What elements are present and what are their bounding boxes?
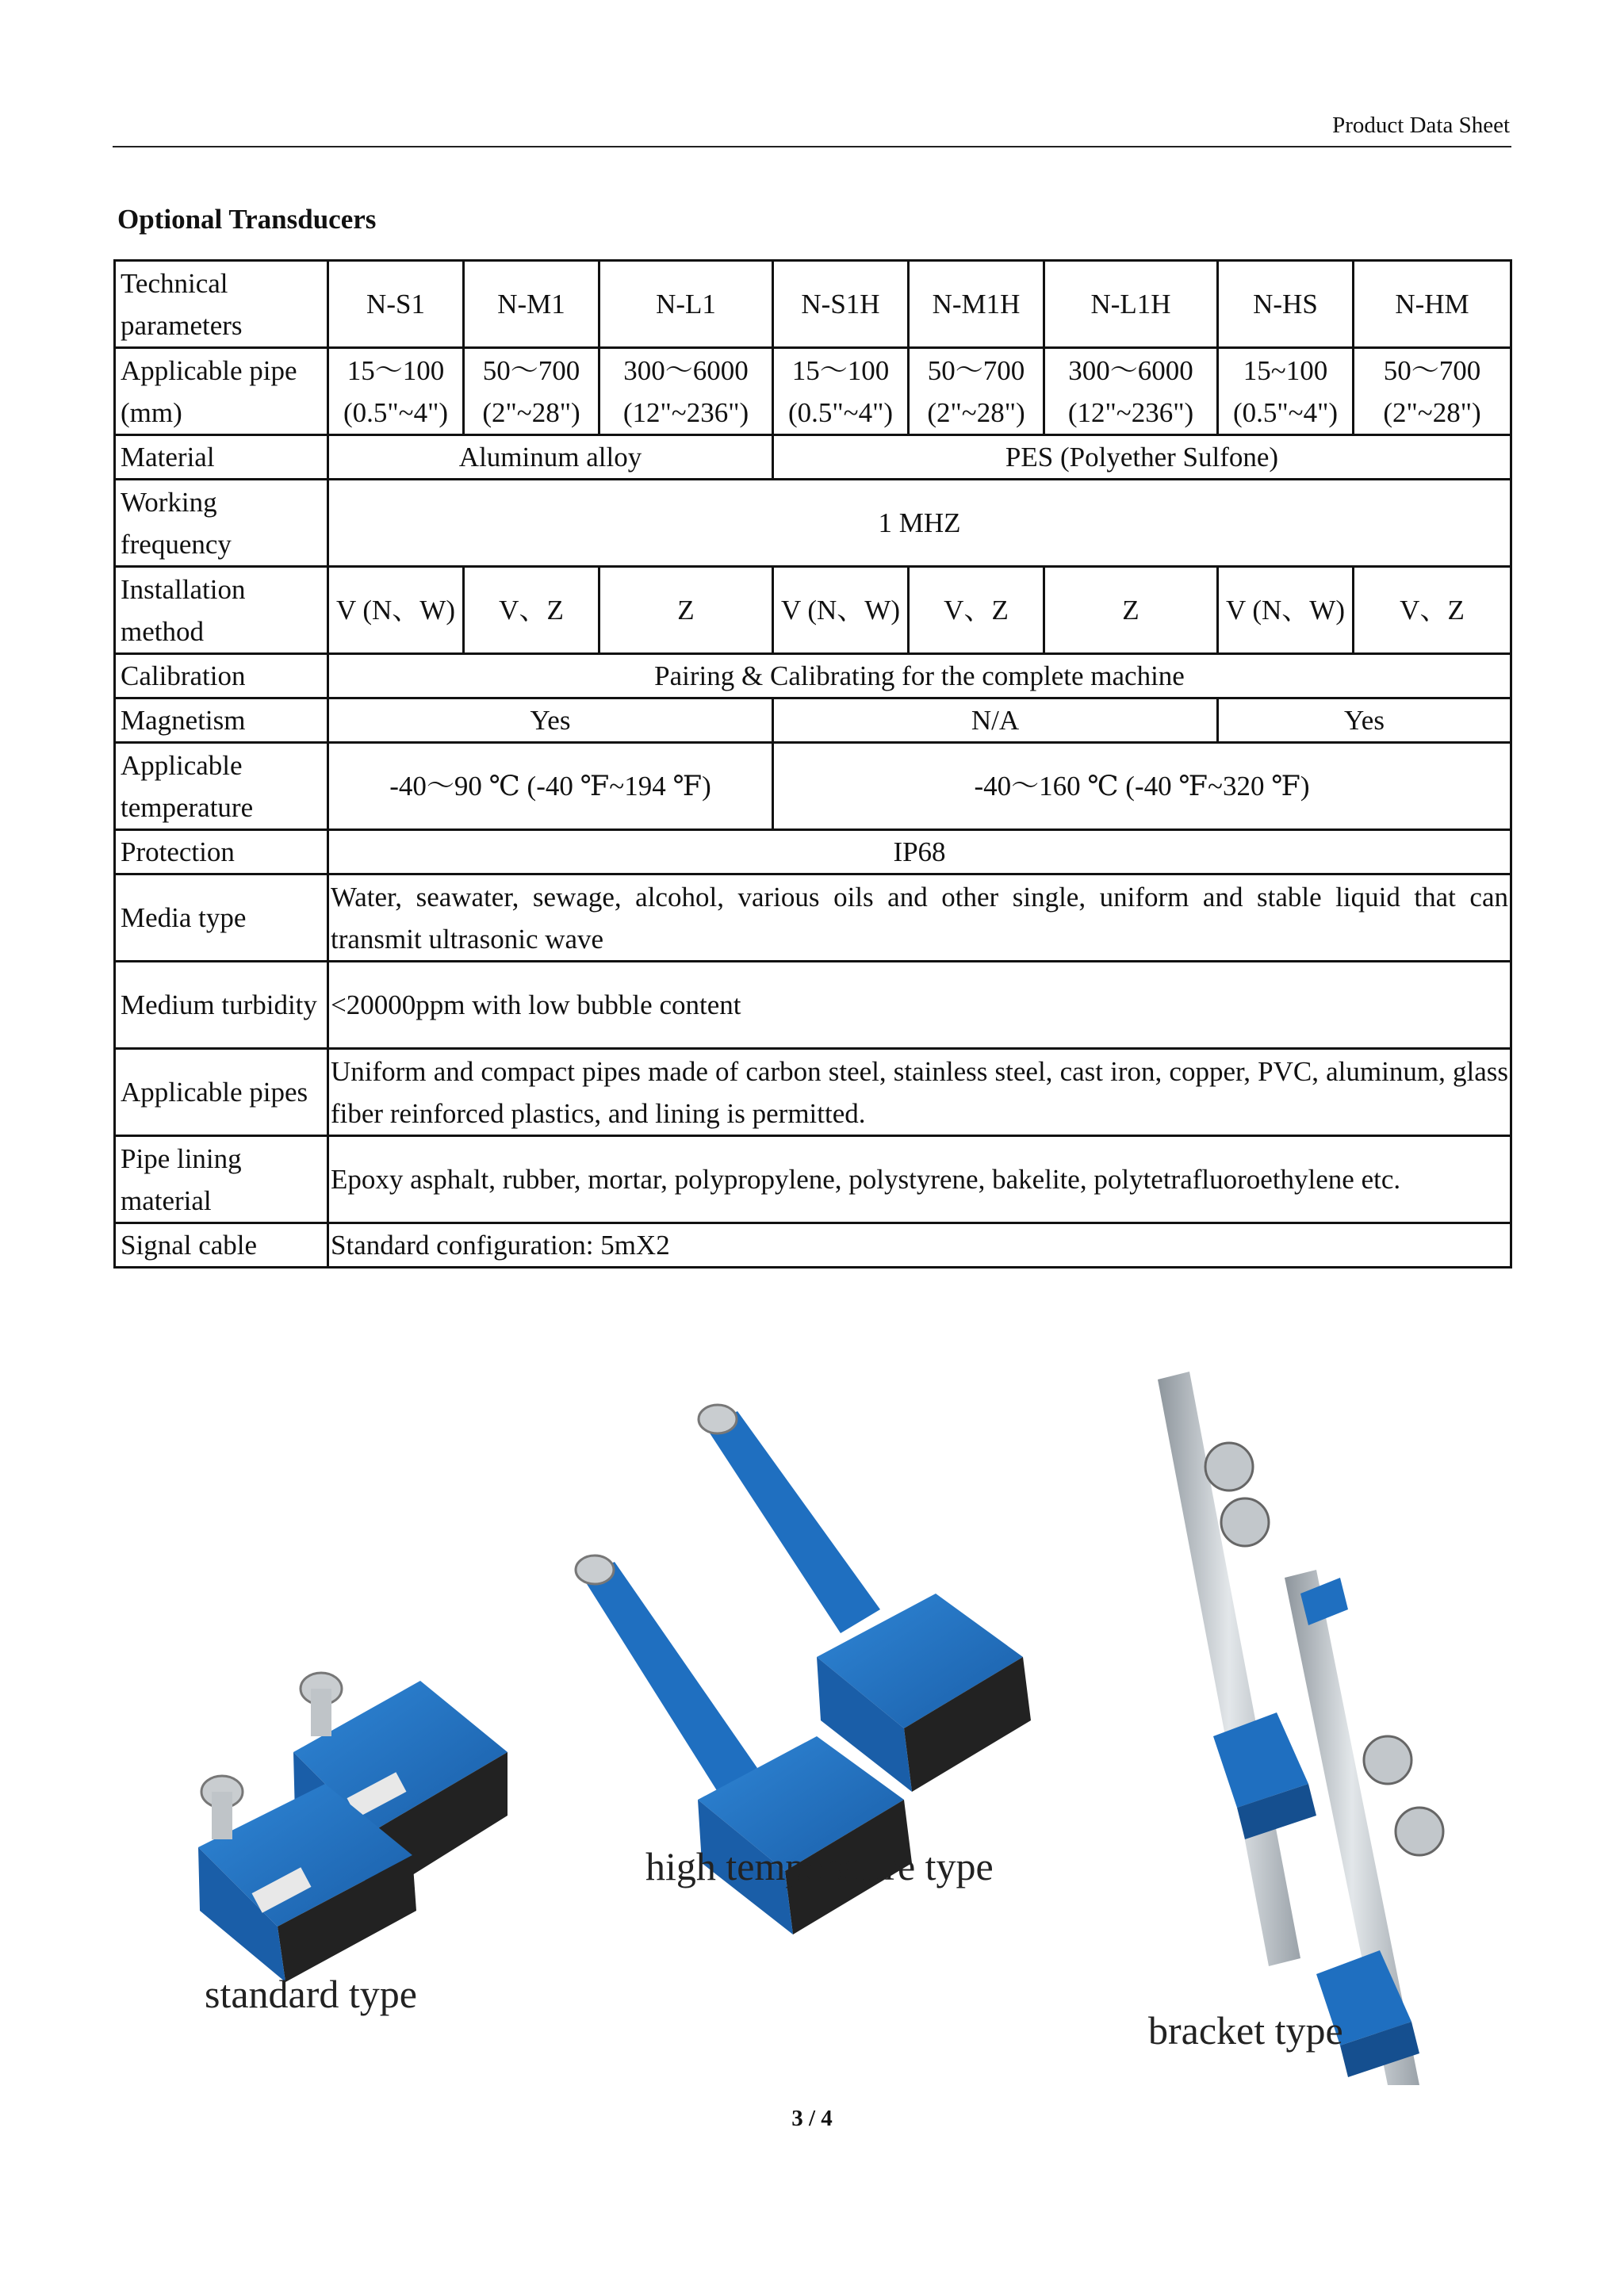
- table-row: [115, 480, 1511, 567]
- param-label: Applicable pipes: [115, 1049, 328, 1136]
- param-label: Protection: [115, 830, 328, 874]
- table-cell: PES (Polyether Sulfone): [773, 435, 1511, 480]
- model-header: N-M1: [464, 261, 599, 348]
- table-cell: Water, seawater, sewage, alcohol, various oils and other single, uniform and stable liquid that can transmit ultrasonic wave: [328, 874, 1511, 962]
- table-row: [115, 1049, 1511, 1136]
- param-label: Magnetism: [115, 698, 328, 743]
- document-header-label: Product Data Sheet: [1332, 113, 1510, 138]
- table-cell: V、Z: [464, 567, 599, 654]
- param-label: Material: [115, 435, 328, 480]
- table-row: [115, 261, 1511, 348]
- param-label: Installation method: [115, 567, 328, 654]
- table-cell: V、Z: [1354, 567, 1511, 654]
- model-header: N-S1: [328, 261, 464, 348]
- table-cell: Yes: [328, 698, 773, 743]
- table-cell: 50～700 (2"~28"): [464, 348, 599, 435]
- table-cell: 1 MHZ: [328, 480, 1511, 567]
- table-row: [115, 698, 1511, 743]
- transducer-spec-table: [113, 259, 1512, 1269]
- param-label: Technical parameters: [115, 261, 328, 348]
- param-label: Applicable pipe (mm): [115, 348, 328, 435]
- table-cell: V、Z: [909, 567, 1044, 654]
- table-cell: N/A: [773, 698, 1218, 743]
- table-cell: 15～100 (0.5"~4"): [328, 348, 464, 435]
- table-row: [115, 348, 1511, 435]
- table-cell: Yes: [1218, 698, 1511, 743]
- table-cell: 300～6000 (12"~236"): [1044, 348, 1218, 435]
- bracket-type-caption: bracket type: [1148, 2008, 1343, 2053]
- table-cell: -40～160 ℃ (-40 ℉~320 ℉): [773, 743, 1511, 830]
- table-cell: 50～700 (2"~28"): [1354, 348, 1511, 435]
- table-cell: V (N、W): [773, 567, 909, 654]
- model-header: N-HS: [1218, 261, 1354, 348]
- table-cell: Epoxy asphalt, rubber, mortar, polypropylene, polystyrene, bakelite, polytetrafluoroethylene etc.: [328, 1136, 1511, 1223]
- table-cell: V (N、W): [328, 567, 464, 654]
- model-header: N-HM: [1354, 261, 1511, 348]
- table-row: [115, 743, 1511, 830]
- model-header: N-L1H: [1044, 261, 1218, 348]
- table-cell: Standard configuration: 5mX2: [328, 1223, 1511, 1268]
- section-title: Optional Transducers: [117, 204, 377, 235]
- table-cell: -40～90 ℃ (-40 ℉~194 ℉): [328, 743, 773, 830]
- table-cell: 300～6000 (12"~236"): [599, 348, 773, 435]
- table-row: [115, 435, 1511, 480]
- high-temp-sensor-a: [699, 1405, 1031, 1792]
- table-cell: IP68: [328, 830, 1511, 874]
- table-cell: 15～100 (0.5"~4"): [773, 348, 909, 435]
- table-row: [115, 830, 1511, 874]
- table-cell: Z: [1044, 567, 1218, 654]
- model-header: N-S1H: [773, 261, 909, 348]
- param-label: Applicable temperature: [115, 743, 328, 830]
- header-divider: [113, 146, 1511, 147]
- table-cell: <20000ppm with low bubble content: [328, 962, 1511, 1049]
- param-label: Media type: [115, 874, 328, 962]
- table-cell: Pairing & Calibrating for the complete machine: [328, 654, 1511, 698]
- table-row: [115, 1136, 1511, 1223]
- table-cell: Z: [599, 567, 773, 654]
- table-row: [115, 654, 1511, 698]
- param-label: Medium turbidity: [115, 962, 328, 1049]
- param-label: Calibration: [115, 654, 328, 698]
- param-label: Signal cable: [115, 1223, 328, 1268]
- table-row: [115, 1223, 1511, 1268]
- model-header: N-M1H: [909, 261, 1044, 348]
- table-cell: Aluminum alloy: [328, 435, 773, 480]
- param-label: Working frequency: [115, 480, 328, 567]
- table-cell: V (N、W): [1218, 567, 1354, 654]
- bracket-sensor-assembly: [1158, 1372, 1443, 2085]
- table-cell: 15~100 (0.5"~4"): [1218, 348, 1354, 435]
- table-cell: Uniform and compact pipes made of carbon steel, stainless steel, cast iron, copper, PVC, aluminum, glass fiber reinforced plastics, and lining is permitted.: [328, 1049, 1511, 1136]
- model-header: N-L1: [599, 261, 773, 348]
- page-number: 3 / 4: [791, 2106, 833, 2131]
- table-row: [115, 567, 1511, 654]
- table-row: [115, 874, 1511, 962]
- param-label: Pipe lining material: [115, 1136, 328, 1223]
- table-cell: 50～700 (2"~28"): [909, 348, 1044, 435]
- high-temperature-type-caption: high temperature type: [645, 1844, 994, 1888]
- standard-type-caption: standard type: [205, 1972, 417, 2016]
- table-row: [115, 962, 1511, 1049]
